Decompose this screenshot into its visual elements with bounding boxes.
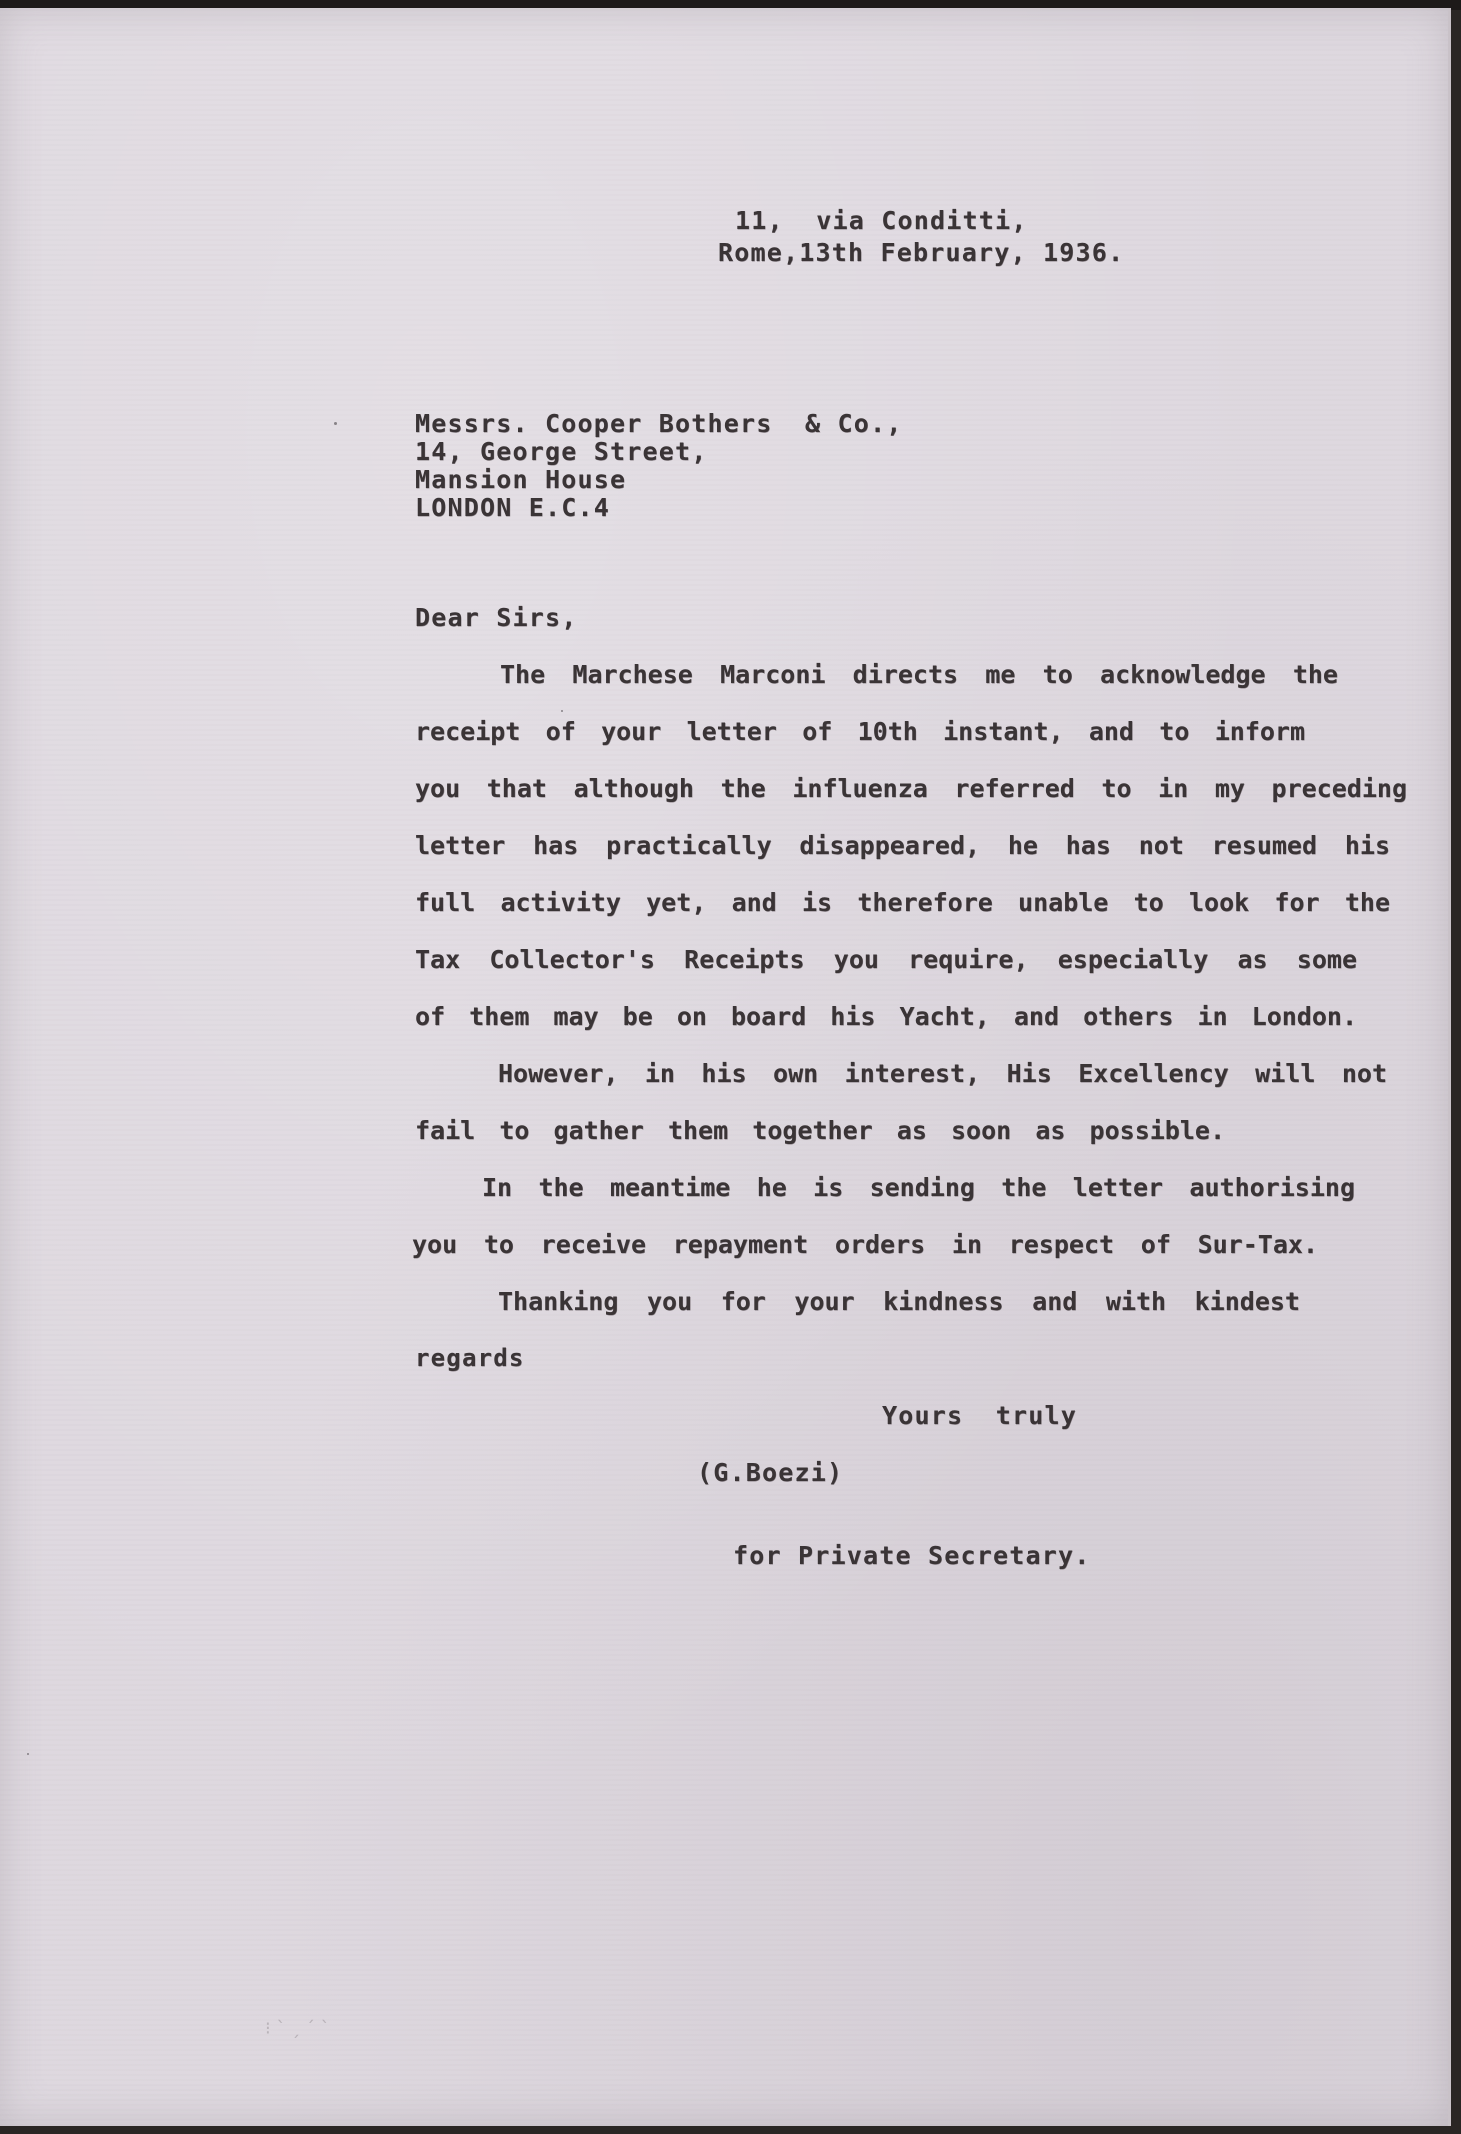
paragraph-1-line-6: Tax Collector's Receipts you require, especially as some	[415, 945, 1357, 974]
sender-address-line1: 11, via Conditti,	[735, 206, 1028, 235]
paragraph-4-line-2: regards	[415, 1344, 525, 1372]
recipient-building: Mansion House	[415, 465, 627, 494]
paper-speck	[334, 422, 337, 425]
paper-speck	[561, 710, 563, 712]
recipient-name: Messrs. Cooper Bothers & Co.,	[415, 409, 903, 438]
recipient-city: LONDON E.C.4	[415, 493, 611, 522]
salutation: Dear Sirs,	[415, 603, 578, 632]
paragraph-2-line-2: fail to gather them together as soon as possible.	[415, 1116, 1225, 1145]
paragraph-1-line-2: receipt of your letter of 10th instant, and to inform	[415, 717, 1305, 746]
paragraph-1-line-3: you that although the influenza referred to in my preceding	[415, 774, 1407, 803]
paragraph-1-line-5: full activity yet, and is therefore unable to look for the	[415, 888, 1390, 917]
paragraph-1-line-4: letter has practically disappeared, he has not resumed his	[415, 831, 1390, 860]
faint-pencil-mark: ⁝ ˋ ˏ ˊ ˋ	[265, 2018, 330, 2039]
paragraph-1-line-1: The Marchese Marconi directs me to acknowledge the	[500, 660, 1338, 689]
paragraph-3-line-1: In the meantime he is sending the letter authorising	[482, 1173, 1355, 1202]
recipient-street: 14, George Street,	[415, 437, 708, 466]
letter-page	[0, 8, 1451, 2126]
paragraph-1-line-7: of them may be on board his Yacht, and others in London.	[415, 1002, 1357, 1031]
paper-speck	[27, 1753, 29, 1755]
paragraph-2-line-1: However, in his own interest, His Excellency will not	[498, 1059, 1387, 1088]
signature-title: for Private Secretary.	[733, 1541, 1091, 1570]
sender-address-line2: Rome,13th February, 1936.	[718, 238, 1125, 267]
closing: Yours truly	[882, 1401, 1078, 1430]
signature: (G.Boezi)	[697, 1458, 844, 1487]
paragraph-3-line-2: you to receive repayment orders in respect of Sur-Tax.	[412, 1230, 1318, 1259]
paragraph-4-line-1: Thanking you for your kindness and with kindest	[498, 1287, 1300, 1316]
